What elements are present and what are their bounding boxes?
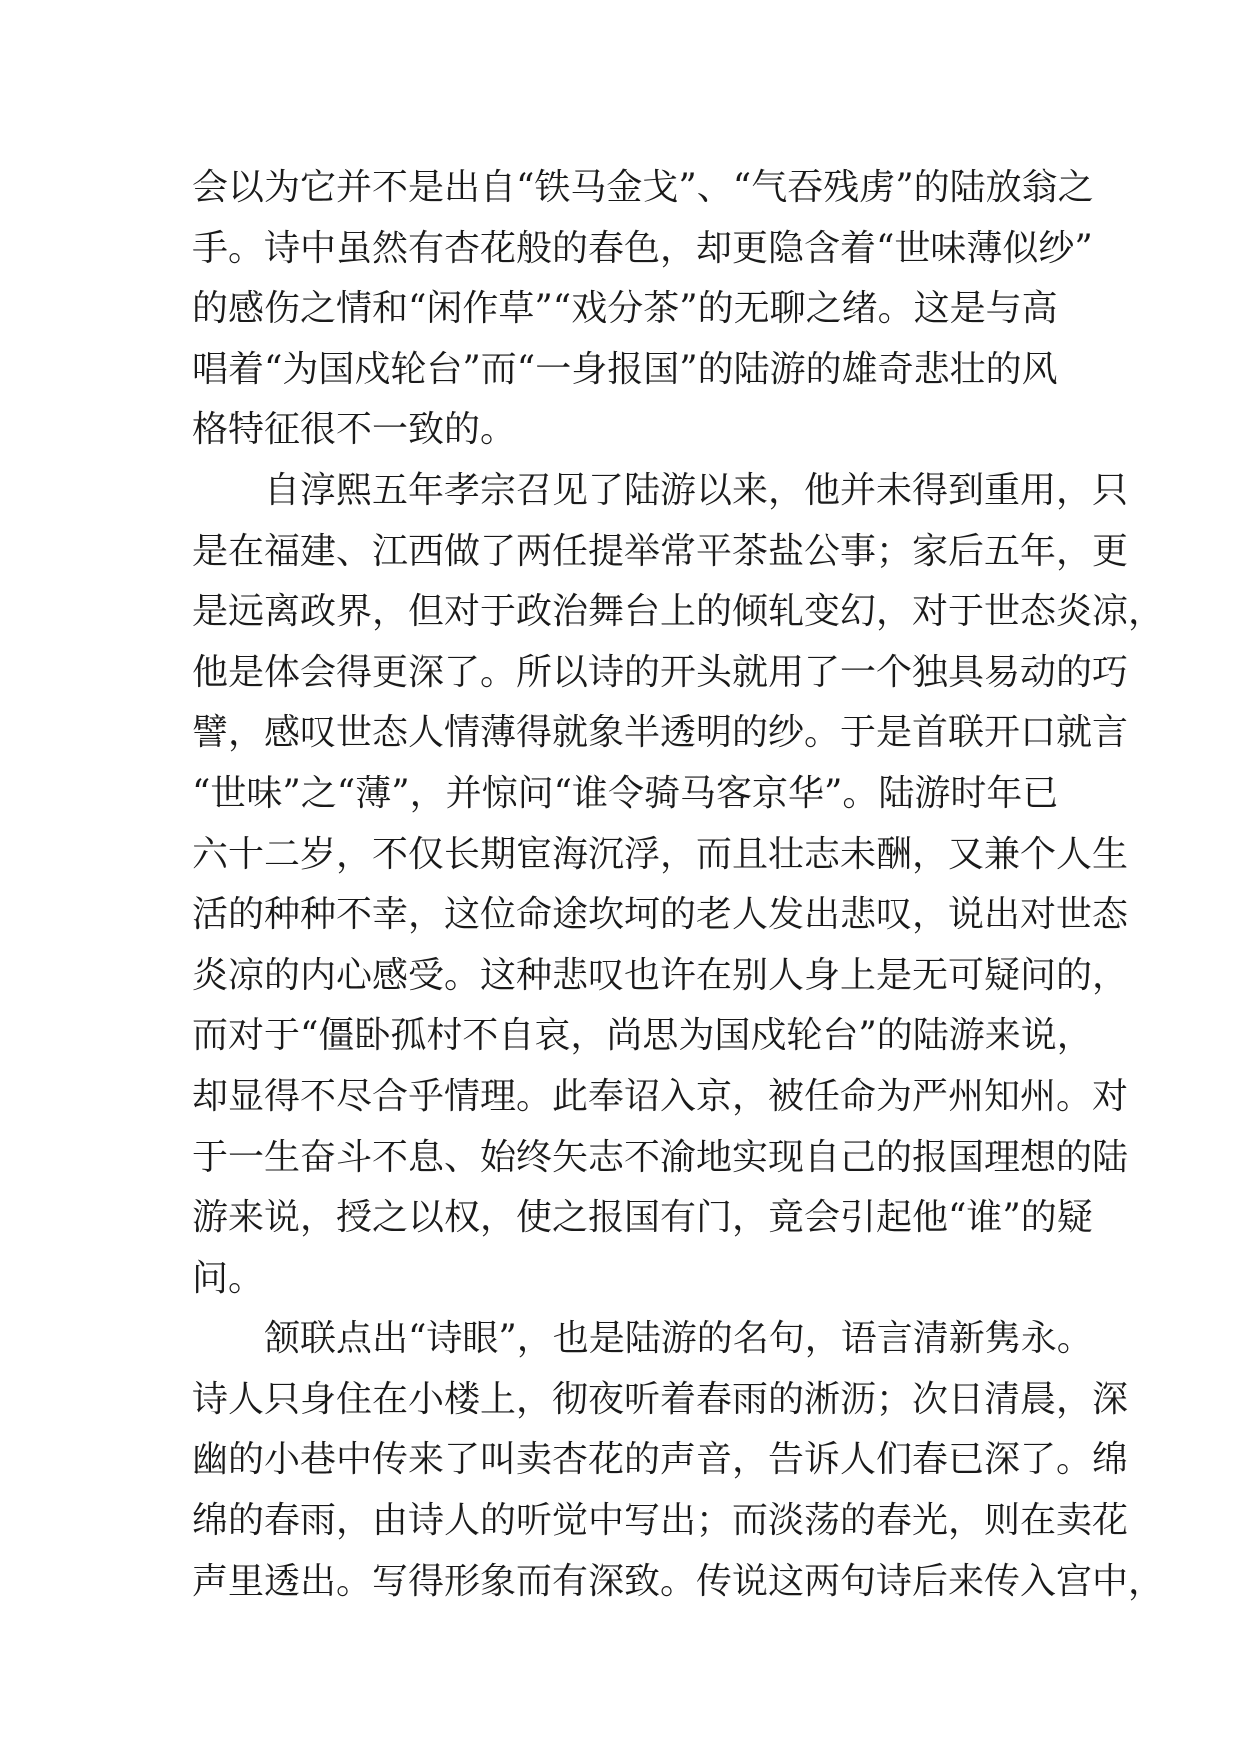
text-line: 问。 <box>192 1257 265 1299</box>
text-line: “世味”之“薄”，并惊问“谁令骑马客京华”。陆游时年已 <box>192 772 1059 814</box>
text-line: 游来说，授之以权，使之报国有门，竟会引起他“谁”的疑 <box>192 1197 1093 1239</box>
text-line: 他是体会得更深了。所以诗的开头就用了一个独具易动的巧 <box>192 651 1129 693</box>
text-line: 却显得不尽合乎情理。此奉诏入京，被任命为严州知州。对 <box>192 1075 1129 1117</box>
text-line: 绵的春雨，由诗人的听觉中写出；而淡荡的春光，则在卖花 <box>192 1500 1129 1542</box>
text-line: 而对于“僵卧孤村不自哀，尚思为国戍轮台”的陆游来说， <box>192 1015 1093 1057</box>
text-line: 是远离政界，但对于政治舞台上的倾轧变幻，对于世态炎凉， <box>192 591 1165 633</box>
body-text <box>192 158 1165 1612</box>
text-line: 诗人只身住在小楼上，彻夜听着春雨的淅沥；次日清晨，深 <box>192 1378 1129 1420</box>
text-line: 是在福建、江西做了两任提举常平茶盐公事；家后五年，更 <box>192 530 1129 572</box>
text-line: 活的种种不幸，这位命途坎坷的老人发出悲叹，说出对世态 <box>192 894 1129 936</box>
text-line: 颔联点出“诗眼”，也是陆游的名句，语言清新隽永。 <box>264 1318 1093 1360</box>
text-line: 六十二岁，不仅长期宦海沉浮，而且壮志未酬，又兼个人生 <box>192 833 1129 875</box>
text-line: 会以为它并不是出自“铁马金戈”、“气吞残虏”的陆放翁之 <box>192 167 1094 208</box>
paragraph-2 <box>192 461 1165 1309</box>
text-line: 唱着“为国戍轮台”而“一身报国”的陆游的雄奇悲壮的风 <box>192 348 1058 390</box>
text-line: 手。诗中虽然有杏花般的春色，却更隐含着“世味薄似纱” <box>192 227 1093 269</box>
text-line: 幽的小巷中传来了叫卖杏花的声音，告诉人们春已深了。绵 <box>192 1439 1129 1481</box>
text-line: 自淳熙五年孝宗召见了陆游以来，他并未得到重用，只 <box>264 469 1129 511</box>
text-line: 譬，感叹世态人情薄得就象半透明的纱。于是首联开口就言 <box>192 712 1129 754</box>
paragraph-3 <box>192 1309 1165 1612</box>
text-line: 炎凉的内心感受。这种悲叹也许在别人身上是无可疑问的， <box>192 954 1129 996</box>
paragraph-1 <box>192 158 1094 461</box>
text-line: 声里透出。写得形象而有深致。传说这两句诗后来传入宫中， <box>192 1560 1165 1602</box>
text-line: 格特征很不一致的。 <box>192 409 517 451</box>
text-line: 的感伤之情和“闲作草”“戏分茶”的无聊之绪。这是与高 <box>192 288 1058 330</box>
text-line: 于一生奋斗不息、始终矢志不渝地实现自己的报国理想的陆 <box>192 1136 1129 1178</box>
